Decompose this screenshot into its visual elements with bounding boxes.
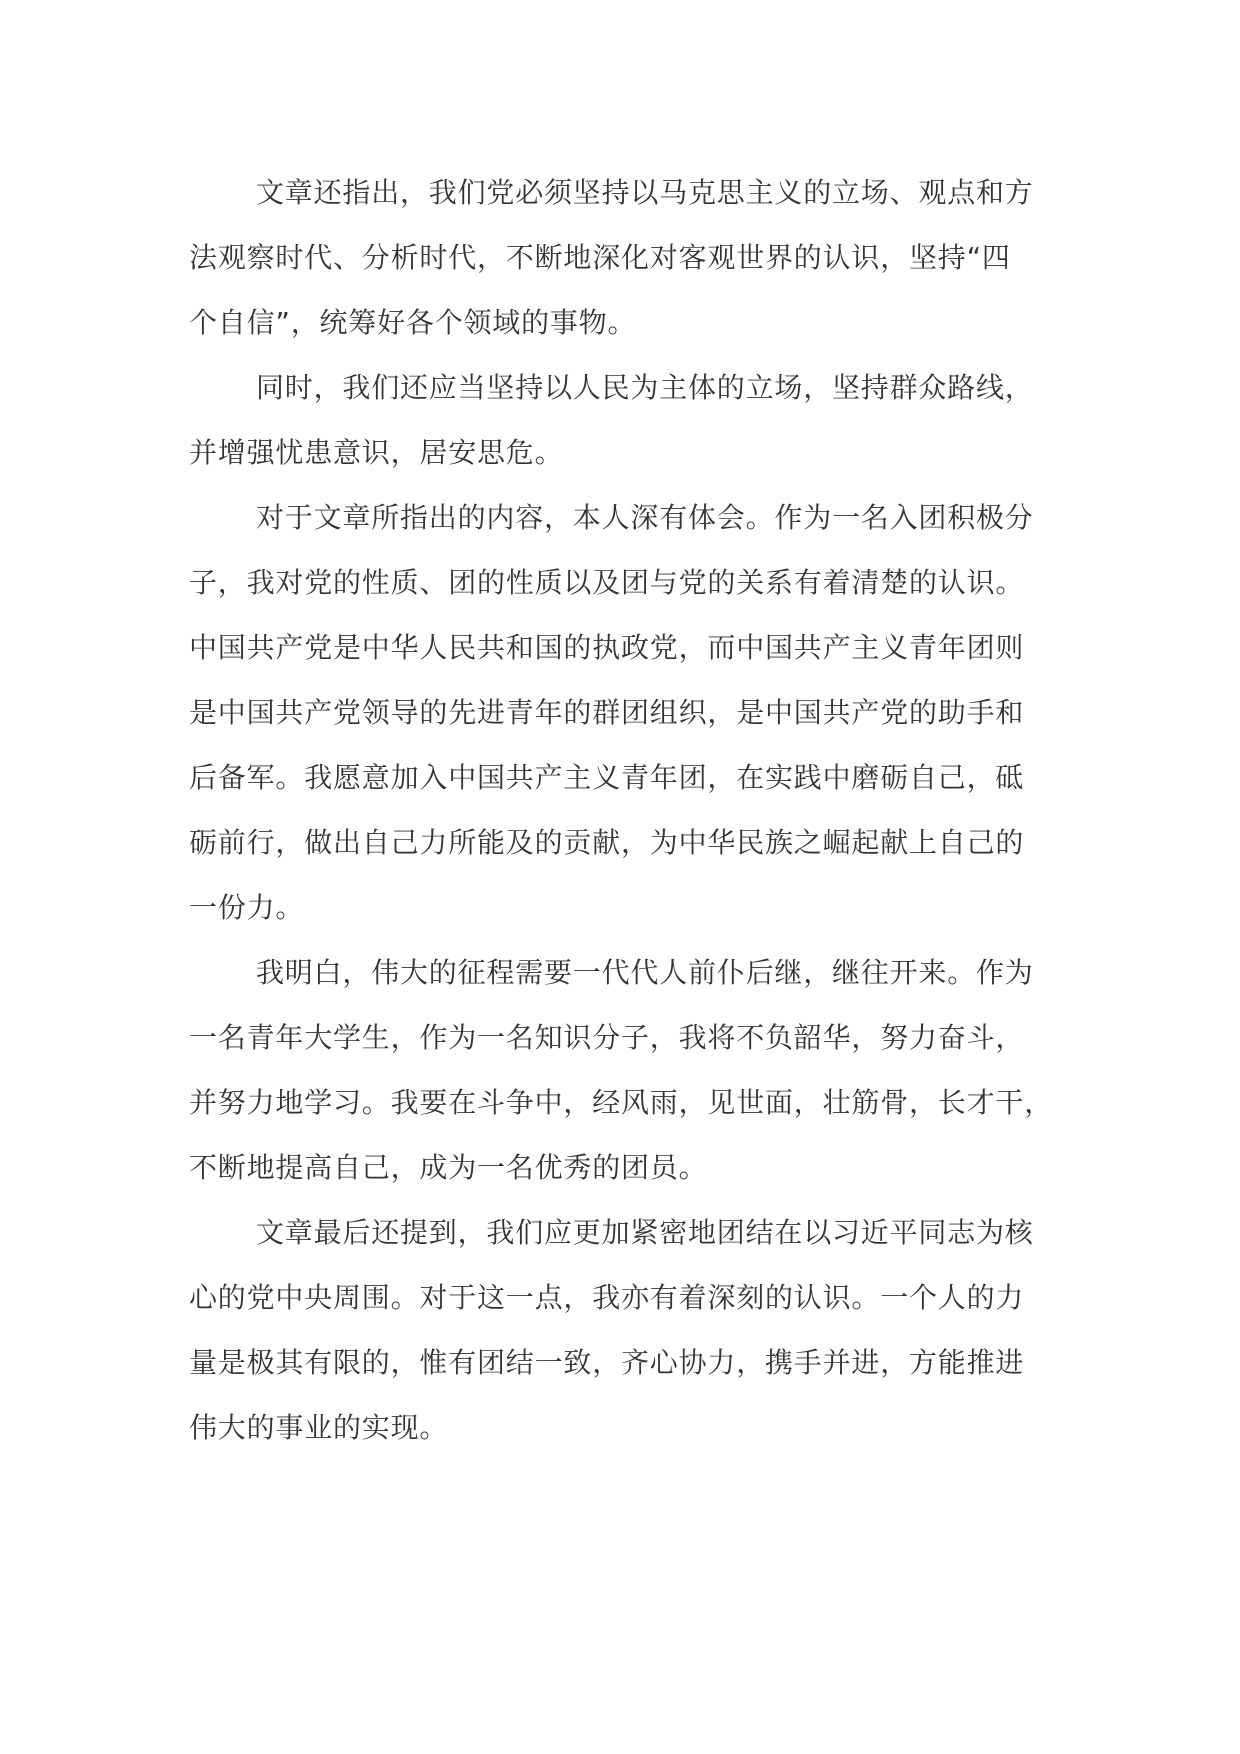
paragraph-line: 并努力地学习。我要在斗争中，经风雨，见世面，壮筋骨，长才干，: [189, 1086, 1054, 1119]
paragraph-3: [189, 485, 1059, 940]
paragraph-line: 同时，我们还应当坚持以人民为主体的立场，坚持群众路线，: [256, 371, 1034, 404]
paragraph-line: 文章还指出，我们党必须坚持以马克思主义的立场、观点和方: [256, 176, 1034, 209]
paragraph-line: 量是极其有限的，惟有团结一致，齐心协力，携手并进，方能推进: [189, 1346, 1025, 1379]
paragraph-line: 后备军。我愿意加入中国共产主义青年团，在实践中磨砺自己，砥: [189, 761, 1025, 794]
paragraph-1: [189, 160, 1059, 355]
paragraph-5: [189, 1200, 1059, 1460]
paragraph-line: 我明白，伟大的征程需要一代代人前仆后继，继往开来。作为: [256, 956, 1034, 989]
paragraph-line: 伟大的事业的实现。: [189, 1411, 449, 1444]
paragraph-line: 文章最后还提到，我们应更加紧密地团结在以习近平同志为核: [256, 1216, 1034, 1249]
paragraph-line: 并增强忧患意识，居安思危。: [189, 436, 564, 469]
paragraph-2: [189, 355, 1059, 485]
document-body: [189, 160, 1059, 1460]
paragraph-4: [189, 940, 1059, 1200]
paragraph-line: 法观察时代、分析时代，不断地深化对客观世界的认识，坚持“四: [189, 241, 1011, 274]
paragraph-line: 心的党中央周围。对于这一点，我亦有着深刻的认识。一个人的力: [189, 1281, 1025, 1314]
paragraph-line: 对于文章所指出的内容，本人深有体会。作为一名入团积极分: [256, 501, 1034, 534]
paragraph-line: 一名青年大学生，作为一名知识分子，我将不负韶华，努力奋斗，: [189, 1021, 1025, 1054]
paragraph-line: 中国共产党是中华人民共和国的执政党，而中国共产主义青年团则: [189, 631, 1025, 664]
paragraph-line: 不断地提高自己，成为一名优秀的团员。: [189, 1151, 708, 1184]
paragraph-line: 一份力。: [189, 891, 305, 924]
paragraph-line: 是中国共产党领导的先进青年的群团组织，是中国共产党的助手和: [189, 696, 1025, 729]
paragraph-line: 个自信”，统筹好各个领域的事物。: [189, 306, 637, 339]
paragraph-line: 砺前行，做出自己力所能及的贡献，为中华民族之崛起献上自己的: [189, 826, 1025, 859]
paragraph-line: 子，我对党的性质、团的性质以及团与党的关系有着清楚的认识。: [189, 566, 1025, 599]
